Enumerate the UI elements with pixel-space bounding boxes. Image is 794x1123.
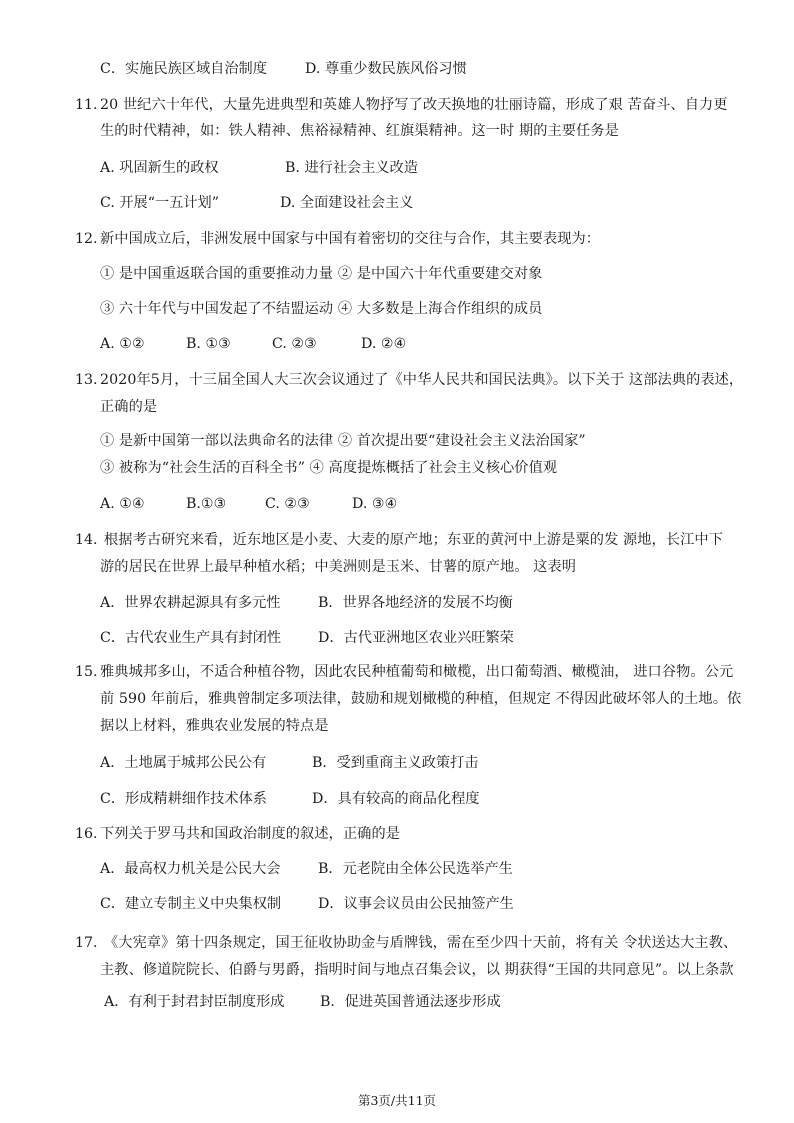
q14-stem-line: 游的居民在世界上最早种植水稻；中美洲则是玉米、甘薯的原产地。 这表明 (100, 559, 577, 575)
q14-option-c: C．古代农业生产具有封闭性 (100, 630, 282, 646)
q13-stem-line: 2020年5月，十三届全国人大三次会议通过了《中华人民共和国民法典》。以下关于 这部法典的表述， (100, 372, 744, 388)
q12-option-b: B. ①③ (186, 336, 231, 352)
q14-option-b: B．世界各地经济的发展不均衡 (318, 595, 513, 611)
q16-option-d: D．议事会议员由公民抽签产生 (318, 896, 514, 912)
q15-option-a: A．土地属于城邦公民公有 (100, 755, 267, 771)
q13-stem-line: ③ 被称为“社会生活的百科全书” ④ 高度提炼概括了社会主义核心价值观 (100, 460, 558, 476)
q14-option-d: D．古代亚洲地区农业兴旺繁荣 (318, 630, 514, 646)
q17-stem-line: 《大宪章》第十四条规定，国王征收协助金与盾牌钱，需在至少四十天前，将有关 令状送达大主教、 (104, 935, 738, 951)
q11-stem-line: 生的时代精神，如：铁人精神、焦裕禄精神、红旗渠精神。这一时 期的主要任务是 (100, 123, 619, 139)
q13-option-a: A. ①④ (100, 496, 145, 512)
q11-option-a: A. 巩固新生的政权 (100, 160, 219, 176)
q16-option-b: B．元老院由全体公民选举产生 (318, 861, 513, 877)
q15-option-c: C．形成精耕细作技术体系 (100, 791, 267, 807)
q12-stem-line: ③ 六十年代与中国发起了不结盟运动 ④ 大多数是上海合作组织的成员 (100, 301, 543, 317)
q16-stem-line: 下列关于罗马共和国政治制度的叙述，正确的是 (100, 826, 401, 842)
q15-stem-line: 雅典城邦多山，不适合种植谷物，因此农民种植葡萄和橄榄，出口葡萄酒、橄榄油， 进口谷物。公元 (100, 664, 734, 680)
q12-option-d: D. ②④ (361, 336, 407, 352)
q17-number: 17. (75, 935, 98, 951)
page-number-footer: 第3页/共11页 (357, 1093, 437, 1108)
q11-number: 11. (75, 97, 98, 113)
q17-option-a: A．有利于封君封臣制度形成 (104, 994, 285, 1010)
q11-option-c: C. 开展“一五计划” (100, 195, 220, 211)
q15-option-b: B．受到重商主义政策打击 (312, 755, 479, 771)
q12-option-a: A. ①② (100, 336, 145, 352)
q12-stem-line: 新中国成立后，非洲发展中国家与中国有着密切的交往与合作，其主要表现为： (100, 231, 601, 247)
q16-option-a: A．最高权力机关是公民大会 (100, 861, 281, 877)
q13-option-d: D. ③④ (352, 496, 398, 512)
q13-option-c: C. ②③ (265, 496, 310, 512)
q12-option-c: C. ②③ (272, 336, 317, 352)
q16-number: 16. (75, 826, 98, 842)
q14-number: 14. (75, 532, 98, 548)
q15-option-d: D．具有较高的商品化程度 (312, 791, 480, 807)
q15-stem-line: 前 590 年前后，雅典曾制定多项法律，鼓励和规划橄榄的种植，但规定 不得因此破坏邻人的土地。依 (100, 691, 742, 707)
q10-option-c: C．实施民族区域自治制度 (100, 61, 267, 77)
q17-option-b: B．促进英国普通法逐步形成 (320, 994, 501, 1010)
q13-option-b: B.①③ (186, 496, 227, 512)
q16-option-c: C．建立专制主义中央集权制 (100, 896, 282, 912)
q11-option-d: D. 全面建设社会主义 (280, 195, 414, 211)
q12-number: 12. (75, 231, 98, 247)
q15-stem-line: 据以上材料，雅典农业发展的特点是 (100, 718, 329, 734)
q12-stem-line: ① 是中国重返联合国的重要推动力量 ② 是中国六十年代重要建交对象 (100, 266, 543, 282)
q13-stem-line: ① 是新中国第一部以法典命名的法律 ② 首次提出要“建设社会主义法治国家” (100, 433, 586, 449)
q17-stem-line: 主教、修道院院长、伯爵与男爵，指明时间与地点召集会议，以 期获得“王国的共同意见”。以上条款 (100, 962, 734, 978)
q14-option-a: A．世界农耕起源具有多元性 (100, 595, 281, 611)
q13-number: 13. (75, 372, 98, 388)
q11-option-b: B. 进行社会主义改造 (285, 160, 418, 176)
q11-stem-line: 20 世纪六十年代，大量先进典型和英雄人物抒写了改天换地的壮丽诗篇，形成了艰 苦奋斗、自力更 (100, 97, 728, 113)
q13-stem-line: 正确的是 (100, 399, 158, 415)
q15-number: 15. (75, 664, 98, 680)
q14-stem-line: 根据考古研究来看，近东地区是小麦、大麦的原产地；东亚的黄河中上游是粟的发 源地，长江中下 (104, 532, 723, 548)
q10-option-d: D. 尊重少数民族风俗习惯 (305, 61, 467, 77)
